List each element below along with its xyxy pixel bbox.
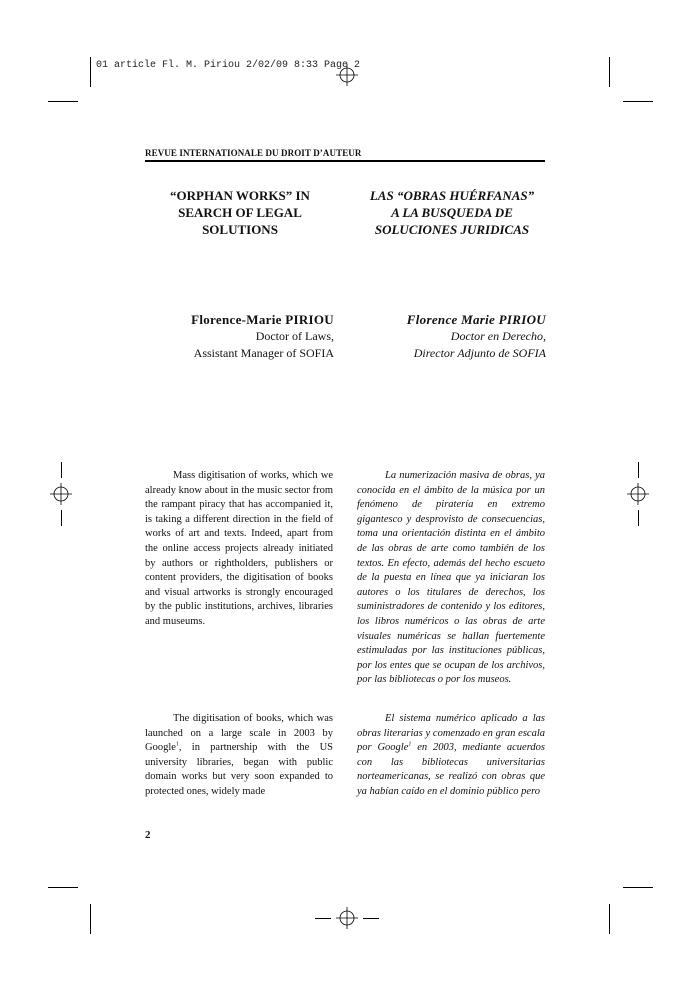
english-author-block xyxy=(145,311,334,362)
crop-mark-bottom-right-vertical xyxy=(609,904,610,934)
spanish-paragraph-1 xyxy=(357,469,545,688)
spanish-paragraph-2-text: en 2003, mediante acuerdos con las bibliotecas universitarias norteamericanas, se realizó con obras que ya habían caído en el dominio público pero xyxy=(357,742,545,797)
english-title-line: SEARCH OF LEGAL xyxy=(178,205,302,220)
spanish-paragraph-1-text: La numerización masiva de obras, ya conocida en el ámbito de la música por un fenómeno de piratería en extremo gigantesco y desprovisto de consecuencias, toma una orientación distinta en el ámbito de las obras de arte como también de los textos. En efecto, además del hecho escueto de la puesta en línea que ya iniciaran los autores o los titulares de derechos, los suministradores de contenido y los editores, los libros numéricos o las obras de arte visuales numéricas se hallan fuertemente estimuladas por las instituciones públicas, por los entes que se ocupan de los archivos, por las bibliotecas o por los museos. xyxy=(357,470,545,686)
spanish-title-line: A LA BUSQUEDA DE xyxy=(391,205,513,220)
print-slug-line: 01 article Fl. M. Piriou 2/02/09 8:33 Page 2 xyxy=(96,60,361,71)
registration-mark-left xyxy=(50,483,72,505)
english-author-affiliation: Assistant Manager of SOFIA xyxy=(193,346,334,360)
english-author-role: Doctor of Laws, xyxy=(255,329,334,343)
registration-mark-top xyxy=(336,64,358,86)
spanish-paragraph-2 xyxy=(357,712,545,800)
crop-mark-bottom-right-horizontal xyxy=(623,887,653,888)
running-header: REVUE INTERNATIONALE DU DROIT D’AUTEUR xyxy=(145,148,362,158)
crop-mark-top-left-vertical xyxy=(90,57,91,87)
crop-mark-bottom-center-right xyxy=(363,918,379,919)
spanish-paragraph-2-text: El sistema numérico aplicado a las obras literarias y comenzado en gran escala por Google xyxy=(357,713,545,754)
crop-mark-side-right-bottom xyxy=(638,510,639,526)
spanish-author-name: Florence Marie PIRIOU xyxy=(406,312,546,327)
english-paragraph-1 xyxy=(145,469,333,630)
registration-mark-right xyxy=(627,483,649,505)
crop-mark-side-left-bottom xyxy=(61,510,62,526)
footnote-marker[interactable]: 1 xyxy=(408,741,412,748)
spanish-author-block xyxy=(355,311,546,362)
spanish-title-line: LAS “OBRAS HUÉRFANAS” xyxy=(369,188,535,203)
crop-mark-bottom-center-left xyxy=(315,918,331,919)
footnote-marker[interactable]: 1 xyxy=(175,741,179,748)
crop-mark-side-right-top xyxy=(638,462,639,478)
crop-mark-bottom-left-vertical xyxy=(90,904,91,934)
english-title-line: SOLUTIONS xyxy=(202,222,278,237)
spanish-author-affiliation: Director Adjunto de SOFIA xyxy=(413,346,546,360)
english-title-line: “ORPHAN WORKS” IN xyxy=(170,188,310,203)
page-number: 2 xyxy=(145,829,151,841)
spanish-author-role: Doctor en Derecho, xyxy=(450,329,546,343)
crop-mark-top-right-vertical xyxy=(609,57,610,87)
english-paragraph-1-text: Mass digitisation of works, which we already know about in the music sector from the rampant piracy that has accompanied it, is taking a different direction in the field of works of art and texts. Indeed, apart from the online access projects already initiated by authors or rightholders, publishers or content providers, the digitisation of books and visual artworks is strongly encouraged by the public institutions, archives, libraries and museums. xyxy=(145,470,333,627)
registration-mark-bottom xyxy=(336,907,358,929)
english-paragraph-2-text: The digitisation of books, which was launched on a large scale in 2003 by Google xyxy=(145,713,333,754)
crop-mark-side-left-top xyxy=(61,462,62,478)
english-author-name: Florence-Marie PIRIOU xyxy=(191,312,334,327)
spanish-title-line: SOLUCIONES JURIDICAS xyxy=(374,222,530,237)
spanish-title xyxy=(352,187,552,238)
header-rule xyxy=(145,160,545,162)
crop-mark-bottom-left-horizontal xyxy=(48,887,78,888)
english-paragraph-2 xyxy=(145,712,333,800)
crop-mark-top-left-horizontal xyxy=(48,101,78,102)
english-title xyxy=(155,187,325,238)
english-paragraph-2-text: , in partnership with the US university libraries, began with public domain works but very soon expanded to protected ones, widely made xyxy=(145,742,333,797)
crop-mark-top-right-horizontal xyxy=(623,101,653,102)
